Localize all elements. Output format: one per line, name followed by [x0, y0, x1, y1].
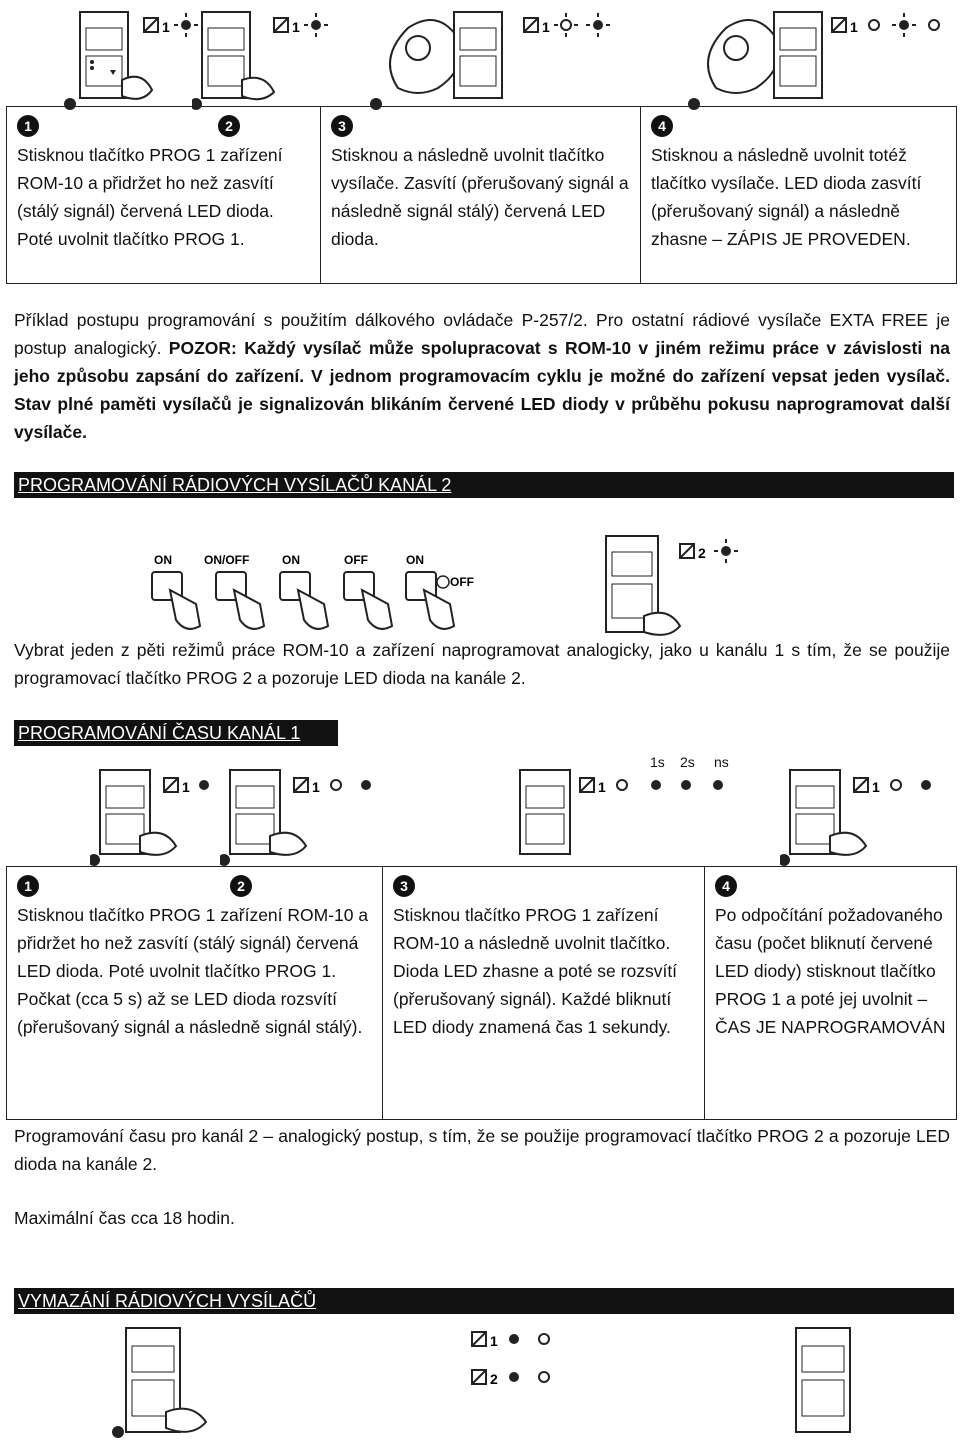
time-label-2s: 2s — [680, 754, 695, 770]
step-number-4: 4 — [651, 115, 673, 137]
step-text-1: Stisknou tlačítko PROG 1 zařízení ROM-10 a přidržet ho než zasvítí (stálý signál) červená LED dioda. Poté uvolnit tlačítko PROG 1. — [17, 145, 283, 249]
channel2-instructions: Vybrat jeden z pěti režimů práce ROM-10 a zařízení naprogramovat analogicky, jako u kanálu 1 s tím, že se použije programovací tlačítko PROG 2 a pozoruje LED dioda na kanále 2. — [14, 640, 950, 688]
time-step-text-3: Stisknou tlačítko PROG 1 zařízení ROM-10 a následně uvolnit tlačítko. Dioda LED zhasne a poté se rozsvítí (přerušovaný signál). Každé bliknutí LED diody znamená čas 1 sekundy. — [393, 905, 678, 1037]
time-relay-2 — [290, 770, 390, 800]
section-title-time-channel1: PROGRAMOVÁNÍ ČASU KANÁL 1 — [14, 720, 338, 746]
relay-symbol-4 — [828, 10, 958, 40]
relay-symbol-3 — [520, 10, 640, 40]
section-title-channel2: PROGRAMOVÁNÍ RÁDIOVÝCH VYSÍLAČŮ KANÁL 2 — [14, 472, 954, 498]
note-warning-text: POZOR: Každý vysílač může spolupracovat s ROM-10 v jiném režimu práce v závislosti na jeho způsobu zapsání do zařízení. V jednom programovacím cyklu je možné do zařízení vepsat jeden vysílač. Stav plné paměti vysílačů je signalizován blikáním červené LED diody v průběhu pokusu naprogramovat další vysílače. — [14, 338, 950, 442]
step-text-3: Stisknou a následně uvolnit tlačítko vysílače. Zasvítí (přerušovaný signál a následně signál stálý) červená LED dioda. — [331, 145, 629, 249]
delete-device-2 — [790, 1324, 900, 1440]
note-normal-text: Příklad postupu programování s použitím dálkového ovládače P-257/2. Pro ostatní rádiové vysílače EXTA FREE je postup analogický. — [14, 310, 950, 358]
time-step-number-1: 1 — [17, 875, 39, 897]
svg-text:1: 1 — [312, 779, 320, 795]
time-relay-3 — [576, 770, 736, 800]
device-illustration-3 — [450, 8, 530, 110]
step-text-4: Stisknou a následně uvolnit totéž tlačítko vysílače. LED dioda zasvítí (přerušovaný signál) a následně zhasne – ZÁPIS JE PROVEDEN. — [651, 145, 922, 249]
time-step-cell-4 — [705, 867, 957, 1120]
time-label-ns: ns — [714, 754, 729, 770]
mode-label-1: ON — [154, 553, 172, 567]
step-number-1: 1 — [17, 115, 39, 137]
mode-label-3: ON — [282, 553, 300, 567]
max-time-note: Maximální čas cca 18 hodin. — [14, 1208, 235, 1228]
step-cell-3 — [321, 107, 641, 284]
step-cell-1-2 — [7, 107, 321, 284]
time-step-number-4: 4 — [715, 875, 737, 897]
step-number-3: 3 — [331, 115, 353, 137]
svg-text:1: 1 — [850, 19, 858, 35]
time-label-1s: 1s — [650, 754, 665, 770]
time-step-cell-3 — [383, 867, 705, 1120]
delete-device — [110, 1324, 240, 1440]
mode-label-2: ON/OFF — [204, 553, 250, 567]
svg-text:1: 1 — [162, 19, 170, 35]
svg-text:1: 1 — [872, 779, 880, 795]
relay-symbol-2 — [270, 10, 360, 40]
programming-note — [14, 306, 950, 446]
time-step-text-1: Stisknou tlačítko PROG 1 zařízení ROM-10 a přidržet ho než zasvítí (stálý signál) červená LED dioda. Poté uvolnit tlačítko PROG 1. Počkat (cca 5 s) až se LED dioda rozsvítí (přerušovaný signál a následně signál stálý). — [17, 905, 369, 1037]
svg-text:1: 1 — [490, 1333, 498, 1349]
steps-table-time — [6, 866, 957, 1120]
time-step-cell-1-2 — [7, 867, 383, 1120]
svg-text:1: 1 — [598, 779, 606, 795]
time-relay-4 — [850, 770, 950, 800]
time-step-number-3: 3 — [393, 875, 415, 897]
relay-symbol-ch2 — [676, 536, 756, 566]
time-channel2-note: Programování času pro kanál 2 – analogický postup, s tím, že se použije programovací tlačítko PROG 2 a pozoruje LED dioda na kanále 2. — [14, 1126, 950, 1174]
time-step-number-2: 2 — [230, 875, 252, 897]
section-title-delete: VYMAZÁNÍ RÁDIOVÝCH VYSÍLAČŮ — [14, 1288, 954, 1314]
svg-text:1: 1 — [292, 19, 300, 35]
svg-text:2: 2 — [490, 1371, 498, 1387]
off-label: OFF — [450, 575, 474, 589]
svg-text:2: 2 — [698, 545, 706, 561]
svg-text:1: 1 — [542, 19, 550, 35]
mode-label-4: OFF — [344, 553, 368, 567]
svg-text:1: 1 — [182, 779, 190, 795]
step-number-2: 2 — [218, 115, 240, 137]
mode-buttons-row — [140, 550, 500, 650]
time-relay-1 — [160, 770, 220, 800]
step-cell-4 — [641, 107, 957, 284]
mode-label-5: ON — [406, 553, 424, 567]
steps-table-channel1 — [6, 106, 957, 284]
delete-relay-symbols — [468, 1324, 598, 1400]
time-step-text-4: Po odpočítání požadovaného času (počet bliknutí červené LED diody) stisknout tlačítko PROG 1 a poté jej uvolnit – ČAS JE NAPROGRAMOVÁN — [715, 905, 946, 1037]
